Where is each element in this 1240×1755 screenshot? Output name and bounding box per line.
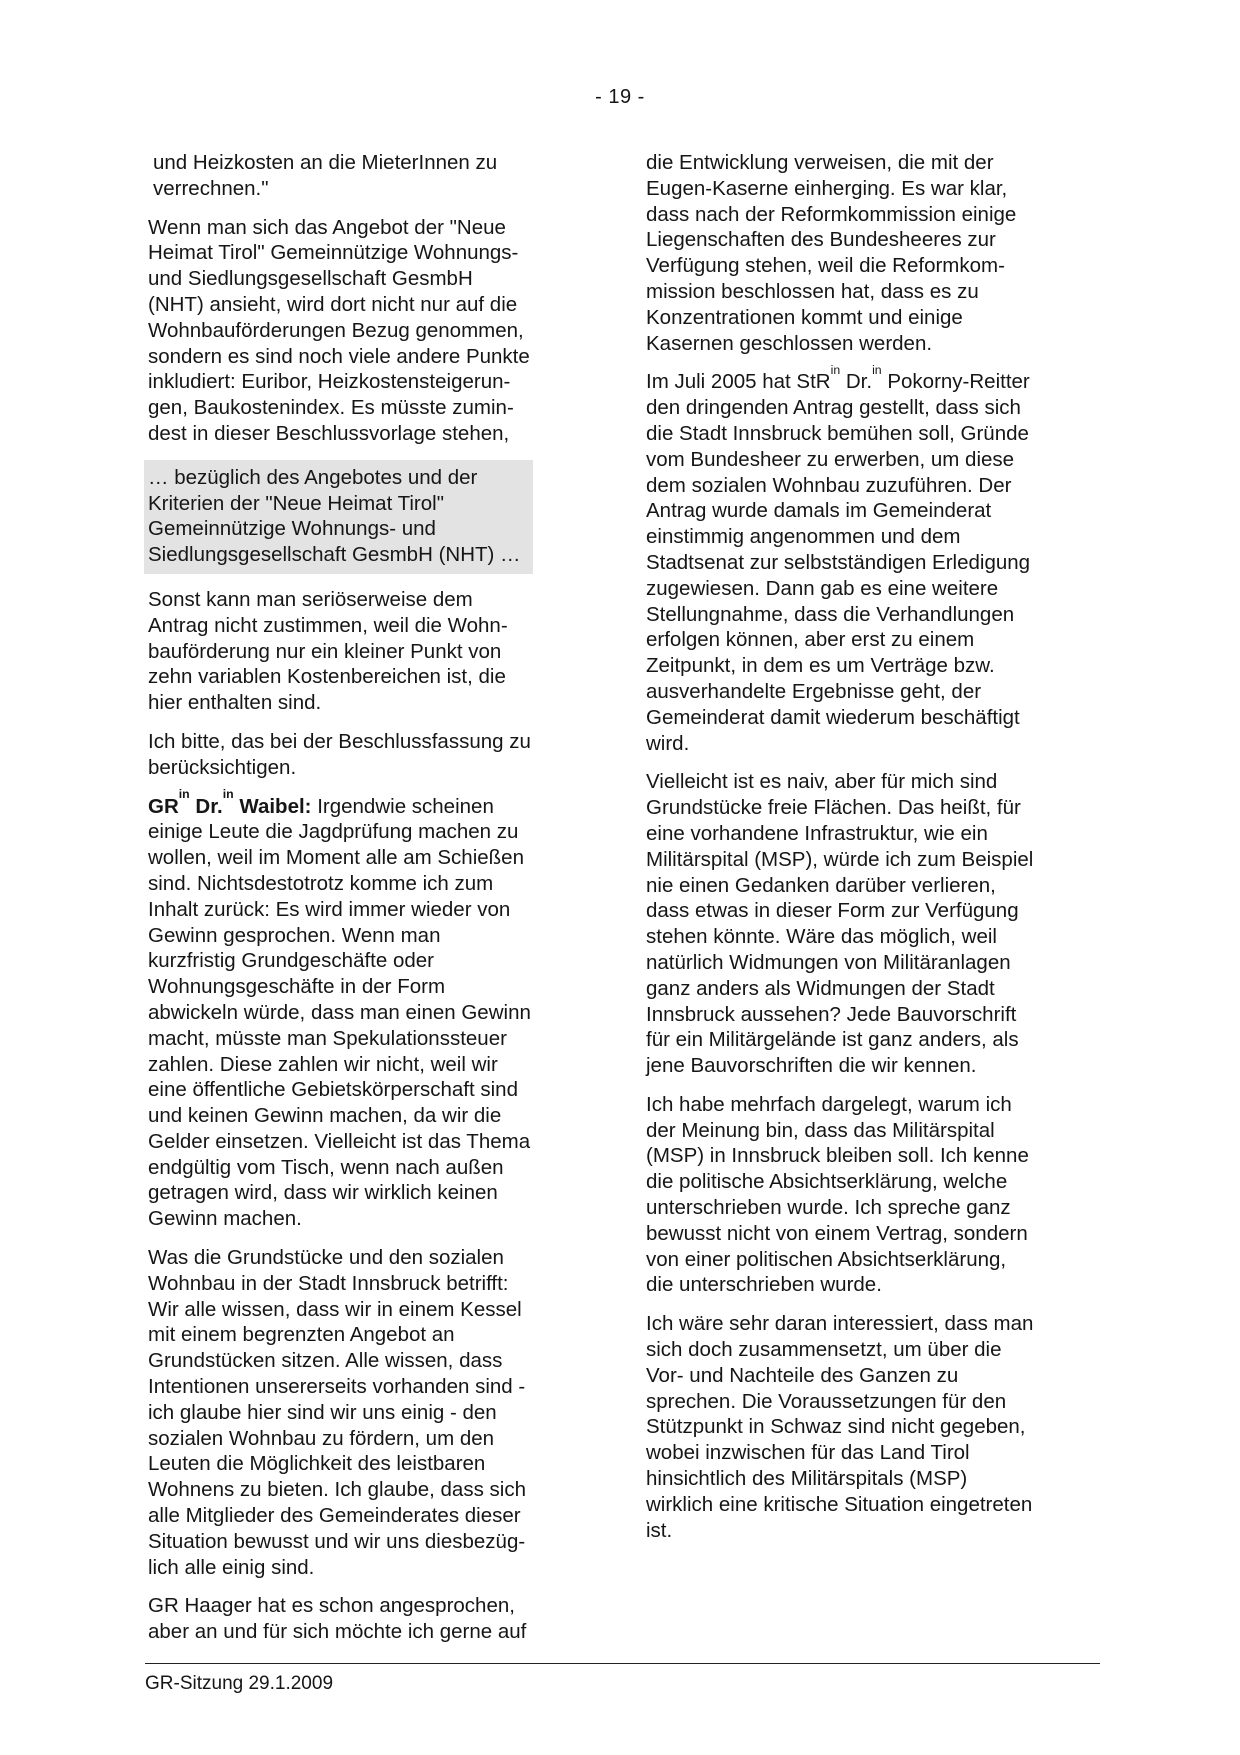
page-number: - 19 - (595, 86, 645, 108)
text-segment: und Heizkosten an die MieterInnen zu verrechnen." (153, 151, 498, 200)
paragraph (148, 786, 533, 1233)
text-segment: Dr. (840, 370, 873, 394)
text-segment: in (222, 786, 234, 801)
paragraph (148, 1593, 533, 1645)
text-segment: Ich bitte, das bei der Beschlussfassung zu berücksichtigen. (148, 729, 531, 779)
text-segment: Irgendwie scheinen einige Leute die Jagdprüfung machen zu wollen, weil im Moment alle am Schießen sind. Nichtsdestotrotz komme ich zum Inhalt zurück: Es wird immer wieder von Gewinn gesprochen. Wenn man kurzfristig Grundgeschäfte oder Wohnungsgeschäfte in der Form abwickeln würde, dass man einen Gewinn macht, müsste man Spekulationssteuer zahlen. Diese zahlen wir nicht, weil wir eine öffentliche Gebietskörperschaft sind und keinen Gewinn machen, da wir die Gelder einsetzen. Vielleicht ist das Thema endgültig vom Tisch, wenn nach außen getragen wird, dass wir wirklich keinen Gewinn machen. (148, 794, 531, 1231)
text-segment: … bezüglich des Angebotes und der Kriterien der "Neue Heimat Tirol" Gemeinnützige Wohnungs- und Siedlungsgesellschaft GesmbH (NHT) … (148, 465, 521, 567)
text-segment: GR Haager hat es schon angesprochen, aber an und für sich möchte ich gerne auf (148, 1594, 527, 1644)
paragraph (148, 729, 533, 781)
paragraph (646, 1092, 1036, 1298)
paragraph (646, 362, 1036, 756)
text-segment: Wenn man sich das Angebot der "Neue Heimat Tirol" Gemeinnützige Wohnungs- und Siedlungsgesellschaft GesmbH (NHT) ansieht, wird dort nicht nur auf die Wohnbauförderungen Bezug genommen, sondern es sind noch viele andere Punkte inkludiert: Euribor, Heizkostensteigerungen, Baukostenindex. Es müsste zumindest in dieser Beschlussvorlage stehen, (148, 215, 530, 445)
text-segment: Dr. (189, 794, 223, 818)
text-segment: Sonst kann man seriöserweise dem Antrag nicht zustimmen, weil die Wohnbauförderung nur ein kleiner Punkt von zehn variablen Kostenbereichen ist, die hier enthalten sind. (148, 587, 508, 715)
paragraph (646, 769, 1036, 1079)
text-segment: Waibel: (233, 794, 318, 818)
two-column-layout (148, 150, 1036, 1658)
left-column (148, 150, 533, 1658)
paragraph (148, 215, 533, 447)
text-segment: die Entwicklung verweisen, die mit der Eugen-Kaserne einherging. Es war klar, dass nach der Reformkommission einige Liegenschaften des Bundesheeres zur Verfügung stehen, weil die Reformkommission beschlossen hat, dass es zu Konzentrationen kommt und einige Kasernen geschlossen werden. (646, 151, 1017, 355)
right-column (646, 150, 1036, 1556)
text-segment: Ich wäre sehr daran interessiert, dass man sich doch zusammensetzt, um über die Vor- und Nachteile des Ganzen zu sprechen. Die Voraussetzungen für den Stützpunkt in Schwaz sind nicht gegeben, wobei inzwischen für das Land Tirol hinsichtlich des Militärspitals (MSP) wirklich eine kritische Situation eingetreten ist. (646, 1312, 1034, 1542)
page-footer (145, 1663, 1100, 1695)
paragraph (646, 1311, 1036, 1543)
paragraph (148, 1245, 533, 1580)
paragraph (148, 587, 533, 716)
speaker-name: GR (148, 794, 179, 818)
paragraph (646, 150, 1036, 356)
text-segment: Ich habe mehrfach dargelegt, warum ich der Meinung bin, dass das Militärspital (MSP) in Innsbruck bleiben soll. Ich kenne die politische Absichtserklärung, welche unterschrieben wurde. Ich spreche ganz bewusst nicht von einem Vertrag, sondern von einer politischen Absichtserklärung, die unterschrieben wurde. (646, 1092, 1029, 1297)
text-segment: in (830, 362, 841, 377)
quote-continuation-paragraph (148, 150, 533, 202)
text-segment: Vielleicht ist es naiv, aber für mich sind Grundstücke freie Flächen. Das heißt, für eine vorhandene Infrastruktur, wie ein Militärspital (MSP), würde ich zum Beispiel nie einen Gedanken darüber verlieren, dass etwas in dieser Form zur Verfügung stehen könnte. Wäre das möglich, weil natürlich Widmungen von Militäranlagen ganz anders als Widmungen der Stadt Innsbruck aussehen? Jede Bauvorschrift für ein Militärgelände ist ganz anders, als jene Bauvorschriften die wir kennen. (646, 770, 1034, 1078)
text-segment: in (178, 786, 190, 801)
footer-session-label: GR-Sitzung 29.1.2009 (145, 1673, 334, 1694)
text-segment: Im Juli 2005 hat StR (646, 370, 831, 394)
text-segment: Was die Grundstücke und den sozialen Wohnbau in der Stadt Innsbruck betrifft: Wir alle wissen, dass wir in einem Kessel mit einem begrenzten Angebot an Grundstücken sitzen. Alle wissen, dass Intentionen unsererseits vorhanden sind - ich glaube hier sind wir uns einig - den sozialen Wohnbau zu fördern, um den Leuten die Möglichkeit des leistbaren Wohnens zu bieten. Ich glaube, dass sich alle Mitglieder des Gemeinderates dieser Situation bewusst und wir uns diesbezüglich alle einig sind. (148, 1246, 526, 1579)
highlighted-quote (144, 460, 533, 574)
text-segment: in (872, 362, 882, 377)
text-segment: Pokorny-Reitter den dringenden Antrag gestellt, dass sich die Stadt Innsbruck bemühen soll, Gründe vom Bundesheer zu erwerben, um diese dem sozialen Wohnbau zuzuführen. Der Antrag wurde damals im Gemeinderat einstimmig angenommen und dem Stadtsenat zur selbstständigen Erledigung zugewiesen. Dann gab es eine weitere Stellungnahme, dass die Verhandlungen erfolgen können, aber erst zu einem Zeitpunkt, in dem es um Verträge bzw. ausverhandelte Ergebnisse geht, der Gemeinderat damit wiederum beschäftigt wird. (646, 370, 1031, 755)
